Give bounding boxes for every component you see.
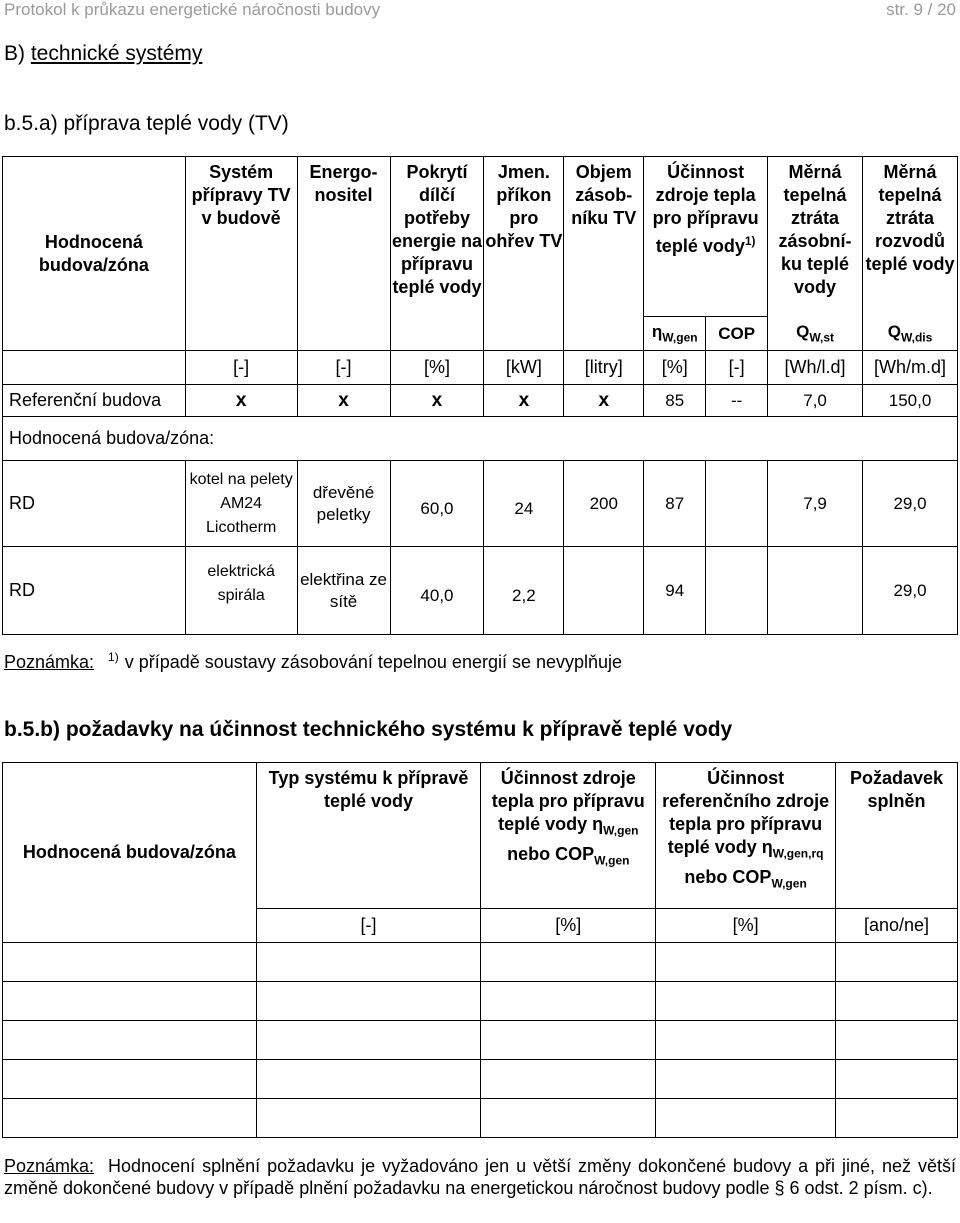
hot-water-preparation-table	[2, 156, 958, 635]
page-header	[4, 0, 956, 20]
header-zone-b: Hodnocená budova/zóna	[3, 763, 257, 943]
table-a-title: b.5.a) příprava teplé vody (TV)	[4, 112, 289, 135]
header-qdis: $Q_{W,dis}$	[863, 317, 958, 351]
header-coverage: Pokrytí dílčí potřeby energie na přípravu teplé vody	[390, 157, 484, 317]
note-a-label: Poznámka:	[4, 652, 95, 672]
page-number: str. 9 / 20	[886, 0, 956, 19]
reference-label: Referenční budova	[3, 385, 186, 417]
units-row: [-] [-] [%] [kW] [litry] [%] [-] [Wh/l.d] [Wh/m.d]	[3, 351, 958, 385]
table-row	[3, 1060, 958, 1099]
header-efficiency: Účinnost zdroje tepla pro přípravu teplé vody$^{1)}$	[644, 157, 768, 317]
header-qst: $Q_{W,st}$	[768, 317, 863, 351]
reference-row: Referenční budova x x x x x 85 -- 7,0 150,0	[3, 385, 958, 417]
table-row	[3, 982, 958, 1021]
units-row-b: [-] [%] [%] [ano/ne]	[3, 909, 958, 943]
document-title: Protokol k průkazu energetické náročnosti budovy	[4, 0, 381, 19]
header-met: Požadavek splněn	[836, 763, 958, 909]
note-b-text: Hodnocení splnění požadavku je vyžadováno jen u větší změny dokončené budovy a při jiné, než větší změně dokončené budovy v případě plnění požadavku na energetickou náročnost budovy podle § 6 odst. 2 písm. c).	[4, 1156, 956, 1198]
header-type: Typ systému k přípravě teplé vody	[256, 763, 481, 909]
header-system: Systém přípravy TV v budově	[185, 157, 297, 317]
header-volume: Objem zásob-níku TV	[564, 157, 644, 317]
table-b-title: b.5.b) požadavky na účinnost technického systému k přípravě teplé vody	[4, 718, 733, 741]
header-ref-eff: Účinnost referenčního zdroje tepla pro přípravu teplé vody $\eta_{W,gen,rq}$ nebo $COP_{W,gen}$	[656, 763, 836, 909]
table-row	[3, 1099, 958, 1138]
note-b	[4, 1155, 956, 1199]
header-eff: Účinnost zdroje tepla pro přípravu teplé vody $\eta_{W,gen}$ nebo $COP_{W,gen}$	[481, 763, 656, 909]
header-carrier: Energo-nositel	[297, 157, 390, 317]
header-distribution-loss: Měrná tepelná ztráta rozvodů teplé vody	[863, 157, 958, 317]
table-row: RD kotel na pelety AM24 Licotherm dřevěné peletky 60,0 24 200 87 7,9 29,0	[3, 461, 958, 547]
header-storage-loss: Měrná tepelná ztráta zásobní-ku teplé vody	[768, 157, 863, 317]
header-eta: $\eta_{W,gen}$	[644, 317, 706, 351]
evaluated-label: Hodnocená budova/zóna:	[3, 417, 958, 461]
note-a: Poznámka: $^{1)}$ v případě soustavy zásobování tepelnou energií se nevyplňuje	[4, 650, 623, 672]
section-title-text: technické systémy	[30, 42, 203, 65]
table-row	[3, 1021, 958, 1060]
header-power: Jmen. příkon pro ohřev TV	[484, 157, 564, 317]
evaluated-label-row	[3, 417, 958, 461]
section-title: B) technické systémy	[4, 42, 203, 65]
note-a-text: v případě soustavy zásobování tepelnou energií se nevyplňuje	[124, 652, 623, 672]
efficiency-requirements-table	[2, 762, 958, 1138]
table-row	[3, 943, 958, 982]
header-cop: COP	[706, 317, 768, 351]
note-b-label: Poznámka:	[4, 1156, 95, 1176]
header-zone: Hodnocená budova/zóna	[3, 157, 186, 351]
table-row: RD elektrická spirála elektřina ze sítě 40,0 2,2 94 29,0	[3, 547, 958, 635]
